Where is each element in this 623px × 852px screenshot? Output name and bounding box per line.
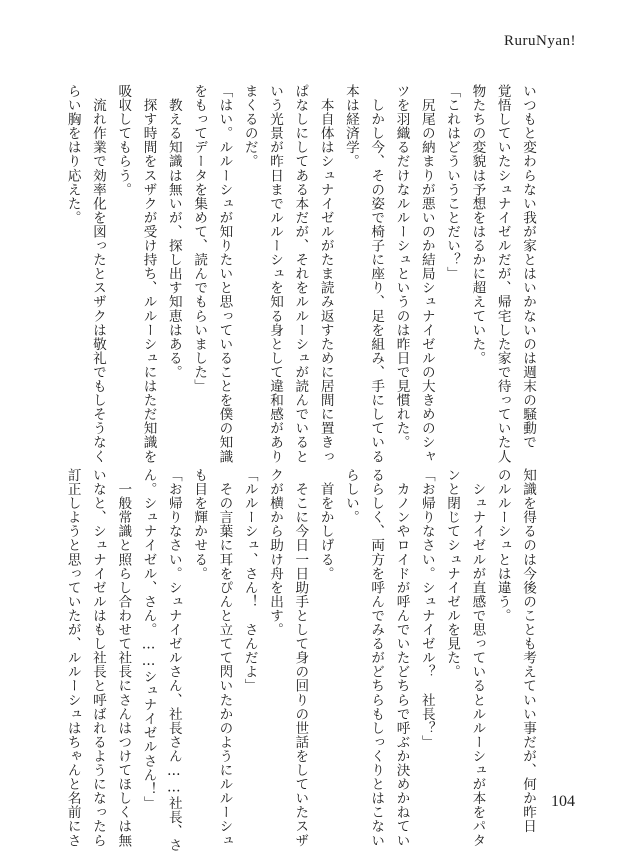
text-line: 首をかしげる。 — [317, 468, 334, 581]
text-line: 尻尾の納まりが悪いのか結局シュナイゼルの大きめのシャ — [418, 84, 435, 464]
text-line: クが横から助け舟を出す。 — [267, 468, 284, 637]
text-line: 知識を得るのは今後のことも考えていい事だが、何か昨日 — [520, 468, 536, 834]
text-line: そこに今日一日助手として身の回りの世話をしていたスザ — [292, 468, 309, 848]
text-line: 「これはどういうことだい？」 — [444, 84, 461, 281]
text-line: 「お帰りなさい。シュナイゼル？ 社長？」 — [418, 468, 435, 749]
text-line: ツを羽織るだけなルルーシュというのは昨日で見慣れた。 — [393, 84, 410, 450]
text-line: シュナイゼルが直感で思っているとルルーシュが本をパタ — [469, 468, 486, 848]
text-line: 流れ作業で効率化を図ったとスザクは敬礼でもしそうなく — [89, 84, 106, 464]
lower-text-tier — [64, 468, 540, 852]
upper-text-tier — [64, 84, 540, 464]
text-line: その言葉に耳をぴんと立てて閃いたかのようにルルーシュ — [216, 468, 233, 848]
text-line: 本自体はシュナイゼルがたま読み返すために居間に置きっ — [317, 84, 334, 464]
text-line: いつもと変わらない我が家とはいかないのは週末の騒動で — [520, 84, 536, 450]
text-line: 「はい。ルルーシュが知りたいと思っていることを僕の知識 — [216, 84, 233, 464]
text-line: いなと、シュナイゼルはもし社長と呼ばれるようになったら — [89, 468, 106, 848]
text-line: も目を輝かせる。 — [191, 468, 208, 581]
text-line: るらしく、両方を呼んでみるがどちらもしっくりとはこない — [368, 468, 385, 848]
text-line: カノンやロイドが呼んでいたどちらで呼ぶか決めかねてい — [393, 468, 410, 848]
text-line: 「お帰りなさい。シュナイゼルさん、社長さん……社長、さ — [165, 468, 182, 852]
text-line: 本は経済学。 — [342, 84, 359, 169]
text-line: 物たちの変貌は予想をはるかに超えていた。 — [469, 84, 486, 365]
running-title: RuruNyan! — [504, 33, 576, 49]
text-line: らしい。 — [342, 468, 359, 525]
text-line: らい胸をはり応えた。 — [64, 84, 81, 225]
text-line: 「ルルーシュ、さん！ さんだよ」 — [241, 468, 258, 693]
text-line: ンと閉じてシュナイゼルを見た。 — [444, 468, 461, 679]
text-line: ぱなしにしてある本だが、それをルルーシュが読んでいると — [292, 84, 309, 464]
text-line: のルルーシュとは違う。 — [494, 468, 511, 623]
text-line: ん。シュナイゼル、さん。……シュナイゼルさん！」 — [140, 468, 157, 810]
text-line: 吸収してもらう。 — [115, 84, 132, 197]
text-line: 一般常識と照らし合わせて社長にさんはつけてほしくは無 — [115, 468, 132, 848]
text-line: 探す時間をスザクが受け持ち、ルルーシュにはただ知識を — [140, 84, 157, 464]
text-line: 訂正しようと思っていたが、ルルーシュはちゃんと名前にさ — [64, 468, 81, 848]
text-line: いう光景が昨日までルルーシュを知る身として違和感があり — [267, 84, 284, 464]
text-line: 教える知識は無いが、探し出す知恵はある。 — [165, 84, 182, 380]
text-line: しかし今、その姿で椅子に座り、足を組み、手にしている — [368, 84, 385, 464]
text-line: 覚悟していたシュナイゼルだが、帰宅した家で待っていた人 — [494, 84, 511, 464]
text-line: まくるのだ。 — [241, 84, 258, 169]
page-number: 104 — [551, 793, 575, 810]
text-line: をもってデータを集めて、読んでもらいました」 — [191, 84, 208, 394]
